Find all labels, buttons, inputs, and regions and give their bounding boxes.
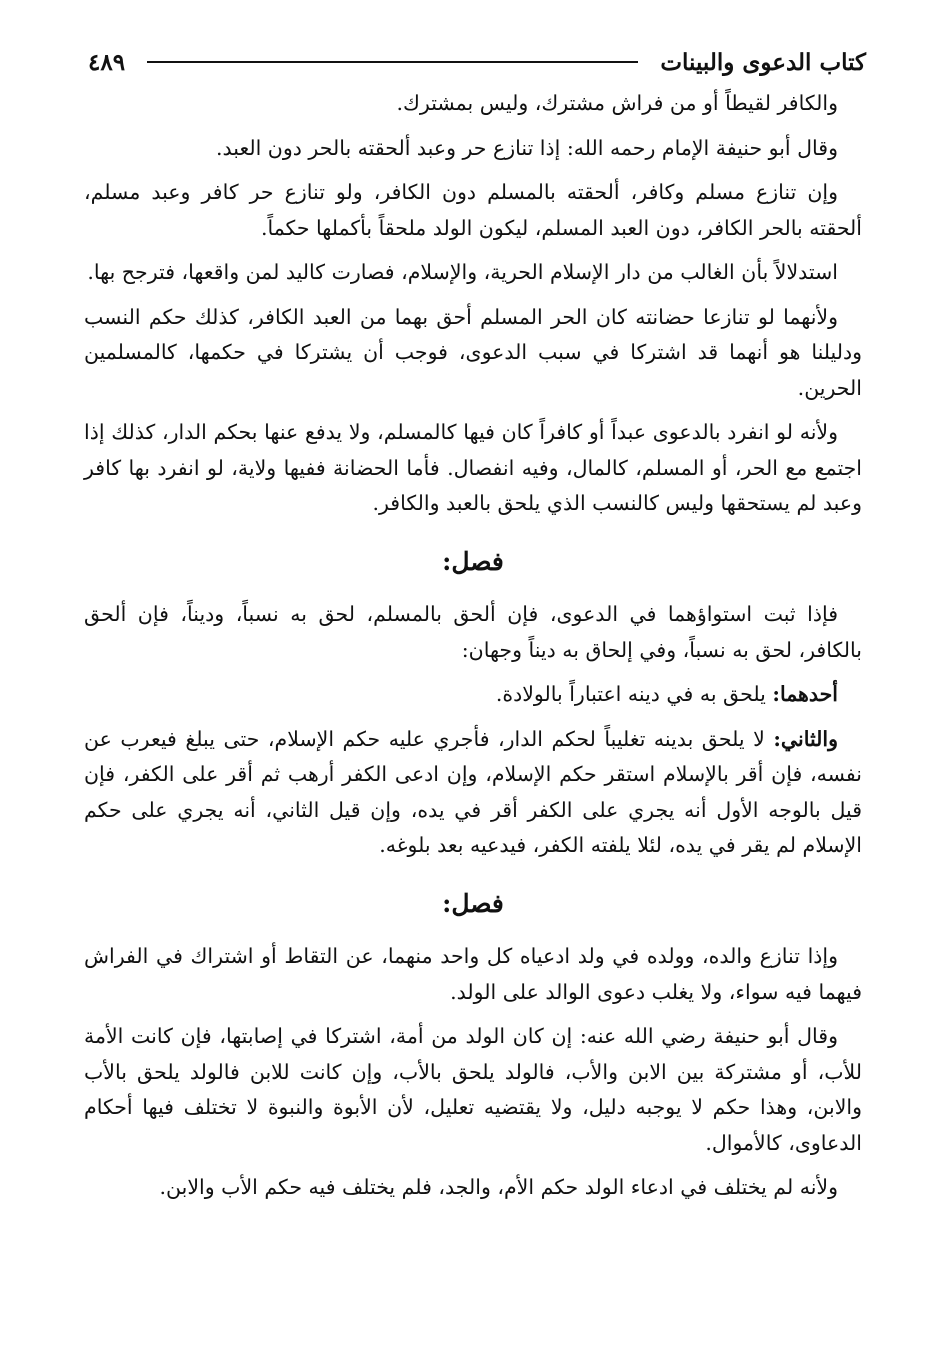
- paragraph: استدلالاً بأن الغالب من دار الإسلام الحرية، والإسلام، فصارت كاليد لمن واقعها، فترجح بها.: [87, 260, 838, 284]
- page-header: [88, 40, 866, 84]
- paragraph: فإذا ثبت استواؤهما في الدعوى، فإن ألحق بالمسلم، لحق به نسباً، وديناً، فإن ألحق بالكافر، لحق به نسباً، وفي إلحاق به ديناً وجهان:: [84, 602, 862, 662]
- running-title: كتاب الدعوى والبينات: [660, 48, 866, 76]
- paragraph: ولأنه لم يختلف في ادعاء الولد حكم الأم، والجد، فلم يختلف فيه حكم الأب والابن.: [159, 1175, 838, 1199]
- section-heading: فصل:: [442, 546, 504, 576]
- paragraph: وإن تنازع مسلم وكافر، ألحقته بالمسلم دون الكافر، ولو تنازع حر كافر وعبد مسلم، ألحقته بالحر الكافر، دون العبد المسلم، ليكون الولد ملحقاً بأكملها حكماً.: [84, 180, 862, 240]
- paragraph: [84, 677, 862, 713]
- paragraph: والكافر لقيطاً أو من فراش مشترك، وليس بمشترك.: [396, 91, 838, 115]
- second-opinion-text: لا يلحق بدينه تغليباً لحكم الدار، فأجري عليه حكم الإسلام، حتى يبلغ فيعرب عن نفسه، فإن أقر بالإسلام استقر حكم الإسلام، وإن ادعى الكفر أرهب ثم أقر على الكفر، فإن قيل بالوجه الأول أنه يجري على الكفر أقر في يده، وإن قيل الثاني، أنه يجري على حكم الإسلام لم يقر في يده، لئلا يلفته الكفر، فيدعيه بعد بلوغه.: [84, 726, 862, 857]
- paragraph: ولأنهما لو تنازعا حضانته كان الحر المسلم أحق بهما من العبد الكافر، كذلك حكم النسب ودليلنا هو أنهما قد اشتركا في سبب الدعوى، فوجب أن يشتركا في حكمها، كالمسلمين الحرين.: [84, 304, 862, 400]
- first-opinion-text: يلحق به في دينه اعتباراً بالولادة.: [495, 682, 773, 706]
- second-opinion-label: والثاني:: [773, 726, 838, 751]
- section-heading: فصل:: [442, 888, 504, 918]
- paragraph: ولأنه لو انفرد بالدعوى عبداً أو كافراً كان فيها كالمسلم، ولا يدفع عنها بحكم الدار، كذلك إذا اجتمع مع الحر، أو المسلم، كالمال، وفيه انفصال. فأما الحضانة ففيها ولاية، لو انفرد بها كافر وعبد لم يستحقها وليس كالنسب الذي يلحق بالعبد والكافر.: [84, 420, 862, 515]
- header-rule: [147, 61, 638, 63]
- page-number: ٤٨٩: [88, 48, 126, 76]
- paragraph: [84, 722, 862, 864]
- first-opinion-label: أحدهما:: [772, 682, 838, 706]
- paragraph: وإذا تنازع والده، وولده في ولد ادعياه كل واحد منهما، عن التقاط أو اشتراك في الفراش فيهما فيه سواء، ولا يغلب دعوى الوالد على الولد.: [84, 944, 862, 1004]
- paragraph: وقال أبو حنيفة الإمام رحمه الله: إذا تنازع حر وعبد ألحقته بالحر دون العبد.: [216, 135, 838, 160]
- page-body: [84, 86, 862, 1215]
- paragraph: وقال أبو حنيفة رضي الله عنه: إن كان الولد من أمة، اشتركا في إصابتها، فإن كانت الأمة للأب، أو مشتركة بين الابن والأب، فالولد يلحق بالأب، وإن كانت للابن فالولد يلحق بالأب والابن، وهذا حكم لا يوجبه دليل، ولا يقتضيه تعليل، لأن الأبوة والنبوة لا تختلف فيها أحكام الدعاوى، كالأموال.: [84, 1024, 862, 1155]
